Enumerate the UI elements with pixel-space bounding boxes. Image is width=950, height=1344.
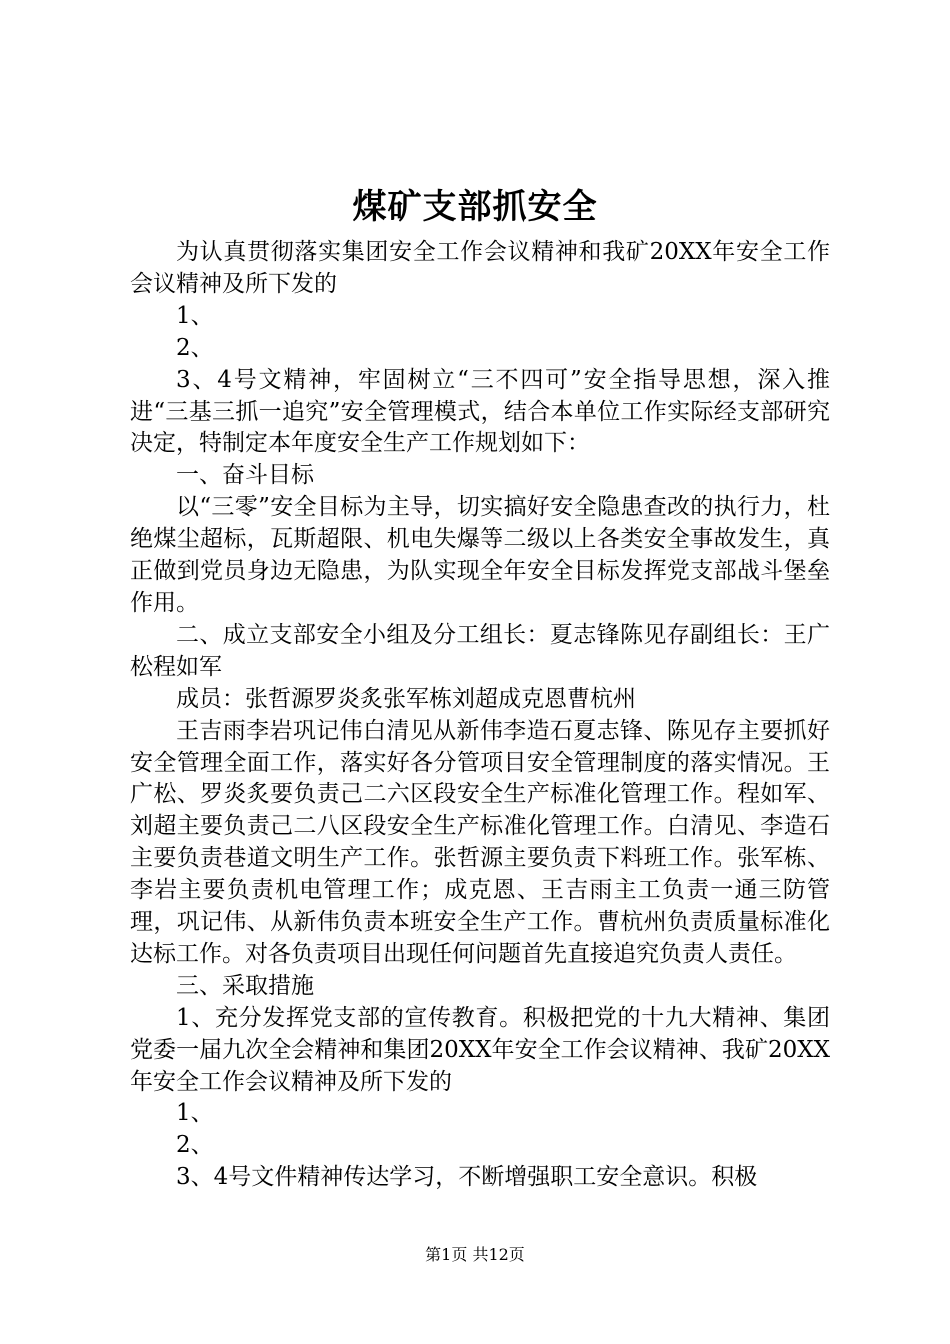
paragraph: 成员：张哲源罗炎炙张军栋刘超成克恩曹杭州 xyxy=(176,685,636,712)
paragraph: 3、4号文精神，牢固树立“三不四可”安全指导思想，深入推进“三基三抓一追究”安全管理模式，结合本单位工作实际经支部研究决定，特制定本年度安全生产工作规划如下： xyxy=(130,366,830,457)
paragraph: 王吉雨李岩巩记伟白清见从新伟李造石夏志锋、陈见存主要抓好安全管理全面工作，落实好各分管项目安全管理制度的落实情况。王广松、罗炎炙要负责己二六区段安全生产标准化管理工作。程如军、刘超主要负责己二八区段安全生产标准化管理工作。白清见、李造石主要负责巷道文明生产工作。张哲源主要负责下料班工作。张军栋、李岩主要负责机电管理工作；成克恩、王吉雨主工负责一通三防管理，巩记伟、从新伟负责本班安全生产工作。曹杭州负责质量标准化达标工作。对各负责项目出现任何问题首先直接追究负责人责任。 xyxy=(130,717,830,967)
paragraph: 1、充分发挥党支部的宣传教育。积极把党的十九大精神、集团党委一届九次全会精神和集团20XX年安全工作会议精神、我矿20XX年安全工作会议精神及所下发的 xyxy=(130,1004,830,1095)
paragraph: 1、 xyxy=(176,302,214,329)
section-heading: 一、奋斗目标 xyxy=(176,462,314,489)
paragraph: 3、4号文件精神传达学习，不断增强职工安全意识。积极 xyxy=(176,1164,758,1191)
page-footer: 第1页 共12页 xyxy=(425,1245,525,1264)
paragraph: 为认真贯彻落实集团安全工作会议精神和我矿20XX年安全工作会议精神及所下发的 xyxy=(130,239,830,297)
document-body xyxy=(130,237,830,1194)
paragraph: 二、成立支部安全小组及分工组长：夏志锋陈见存副组长：王广松程如军 xyxy=(130,621,830,680)
section-heading: 三、采取措施 xyxy=(176,972,314,999)
paragraph: 1、 xyxy=(176,1100,214,1127)
document-title: 煤矿支部抓安全 xyxy=(352,187,598,227)
paragraph: 2、 xyxy=(176,1132,214,1159)
paragraph: 2、 xyxy=(176,334,214,361)
paragraph: 以“三零”安全目标为主导，切实搞好安全隐患查改的执行力，杜绝煤尘超标，瓦斯超限、机电失爆等二级以上各类安全事故发生，真正做到党员身边无隐患，为队实现全年安全目标发挥党支部战斗堡垒作用。 xyxy=(130,494,830,616)
